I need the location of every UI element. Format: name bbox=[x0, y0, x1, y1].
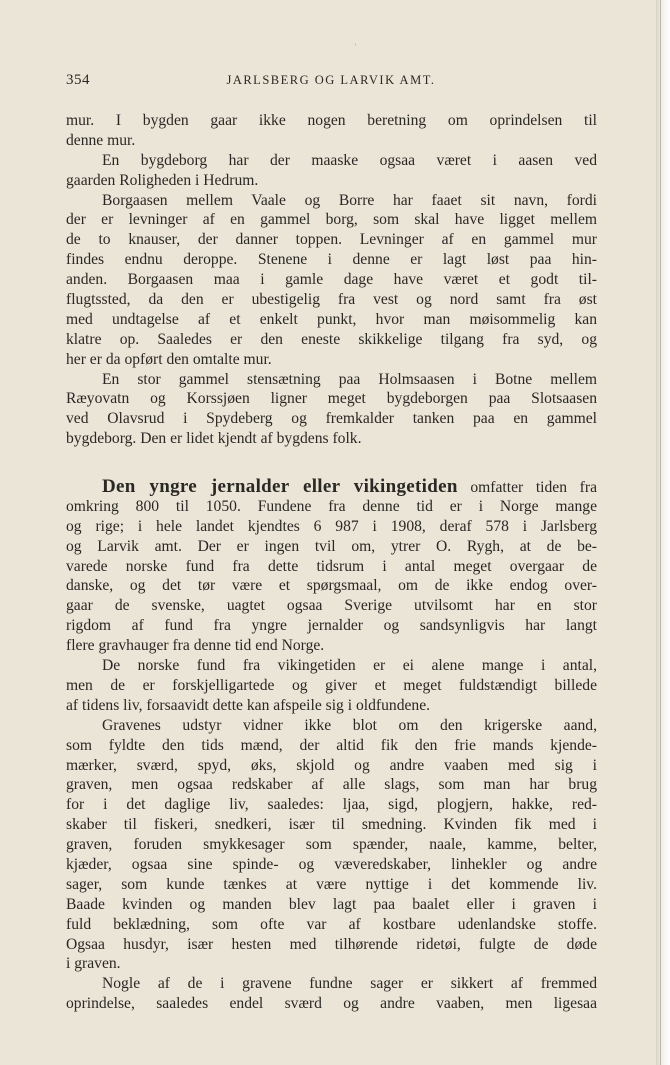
line-text: som fyldte den tids mænd, der altid fik den frie mands kjende- bbox=[66, 736, 597, 754]
line-text: Baade kvinden og manden blev lagt paa baalet eller i graven i bbox=[66, 895, 597, 913]
text-line bbox=[66, 576, 597, 596]
line-text: Nogle af de i gravene fundne sager er sikkert af fremmed bbox=[102, 975, 597, 993]
text-line bbox=[66, 775, 597, 795]
line-text: denne mur. bbox=[66, 131, 136, 149]
line-text: med undtagelse af et enkelt punkt, hvor man møisommelig kan bbox=[66, 310, 597, 328]
line-text: for i det daglige liv, saaledes: ljaa, sigd, plogjern, hakke, red- bbox=[66, 796, 597, 814]
line-text: kjæder, ogsaa sine spinde- og væveredskaber, linhekler og andre bbox=[66, 855, 597, 873]
margin-mark: ʼ bbox=[354, 42, 357, 52]
line-text: men de er forskjelligartede og giver et meget fuldstændigt billede bbox=[66, 676, 597, 694]
line-text: mærker, sværd, spyd, øks, skjold og andre vaaben med sig i bbox=[66, 756, 597, 774]
line-text: omfatter tiden fra bbox=[457, 479, 597, 497]
text-line bbox=[66, 370, 597, 390]
text-line bbox=[66, 270, 597, 290]
line-text: Ogsaa husdyr, især hesten med tilhørende ridetøi, fulgte de døde bbox=[66, 935, 597, 953]
section-heading-line bbox=[66, 477, 597, 497]
text-line bbox=[66, 131, 597, 151]
text-line bbox=[66, 449, 597, 469]
text-line bbox=[66, 815, 597, 835]
line-text: Ræyovatn og Korssjøen ligner meget bygdeborgen paa Slotsaasen bbox=[66, 390, 597, 408]
line-text: anden. Borgaasen maa i gamle dage have været et godt til- bbox=[66, 271, 597, 289]
text-line bbox=[66, 557, 597, 577]
text-line bbox=[66, 290, 597, 310]
text-line bbox=[66, 350, 597, 370]
text-line bbox=[66, 111, 597, 131]
text-line bbox=[66, 895, 597, 915]
page-number: 354 bbox=[66, 72, 90, 88]
text-line bbox=[66, 954, 597, 974]
line-text: her er da opført den omtalte mur. bbox=[66, 350, 272, 368]
text-line bbox=[66, 250, 597, 270]
text-line bbox=[66, 875, 597, 895]
line-text: fuld beklædning, som ofte var af kostbare udenlandske stoffe. bbox=[66, 915, 597, 933]
line-text: En bygdeborg har der maaske ogsaa været i aasen ved bbox=[102, 151, 597, 169]
section-heading: Den yngre jernalder eller vikingetiden bbox=[102, 476, 458, 498]
line-text: gaar de svenske, uagtet ogsaa Sverige utvilsomt har en stor bbox=[66, 597, 597, 615]
line-text: graven, foruden smykkesager som spænder, naale, kamme, belter, bbox=[66, 836, 597, 854]
text-line bbox=[66, 497, 597, 517]
line-text: de to knauser, der danner toppen. Levninger af en gammel mur bbox=[66, 231, 597, 249]
text-line bbox=[66, 835, 597, 855]
line-text: danske, og det tør være et spørgsmaal, om de ikke endog over- bbox=[66, 577, 597, 595]
line-text: De norske fund fra vikingetiden er ei alene mange i antal, bbox=[102, 657, 597, 675]
line-text: flere gravhauger fra denne tid end Norge. bbox=[66, 637, 325, 655]
line-text: sager, som kunde tænkes at være nyttige i det kommende liv. bbox=[66, 875, 597, 893]
text-line bbox=[66, 994, 597, 1014]
text-line bbox=[66, 517, 597, 537]
line-text: bygdeborg. Den er lidet kjendt af bygdens folk. bbox=[66, 430, 362, 448]
page-header bbox=[66, 72, 596, 92]
line-text: og rige; i hele landet kjendtes 6 987 i 1908, deraf 578 i Jarlsberg bbox=[66, 517, 597, 535]
text-line bbox=[66, 616, 597, 636]
line-text: i graven. bbox=[66, 955, 121, 973]
line-text: omkring 800 til 1050. Fundene fra denne tid er i Norge mange bbox=[66, 497, 597, 515]
text-line bbox=[66, 696, 597, 716]
line-text: skaber til fiskeri, snedkeri, især til smedning. Kvinden fik med i bbox=[66, 816, 597, 834]
body-text bbox=[66, 111, 597, 1014]
page-edge bbox=[656, 0, 670, 1065]
text-line bbox=[66, 736, 597, 756]
text-line bbox=[66, 389, 597, 409]
text-line bbox=[66, 656, 597, 676]
line-text: En stor gammel stensætning paa Holmsaasen i Botne mellem bbox=[102, 370, 597, 388]
line-text: ved Olavsrud i Spydeberg og fremkalder tanken paa en gammel bbox=[66, 410, 597, 428]
text-line bbox=[66, 636, 597, 656]
text-line bbox=[66, 716, 597, 736]
line-text: findes endnu deroppe. Stenene i denne er lagt løst paa hin- bbox=[66, 251, 597, 269]
text-line bbox=[66, 409, 597, 429]
text-line bbox=[66, 795, 597, 815]
text-line bbox=[66, 310, 597, 330]
line-text: varede norske fund fra dette tidsrum i antal meget overgaar de bbox=[66, 557, 597, 575]
line-text: flugtssted, da den er ubestigelig fra vest og nord samt fra øst bbox=[66, 291, 597, 309]
text-line bbox=[66, 596, 597, 616]
text-line bbox=[66, 855, 597, 875]
line-text: der er levninger af en gammel borg, som skal have ligget mellem bbox=[66, 211, 597, 229]
text-line bbox=[66, 210, 597, 230]
line-text: gaarden Roligheden i Hedrum. bbox=[66, 171, 259, 189]
text-line bbox=[66, 935, 597, 955]
line-text: af tidens liv, forsaavidt dette kan afspeile sig i oldfundene. bbox=[66, 696, 431, 714]
page-edge-line bbox=[660, 0, 661, 1065]
text-line bbox=[66, 151, 597, 171]
text-line bbox=[66, 429, 597, 449]
running-title: JARLSBERG OG LARVIK AMT. bbox=[226, 73, 436, 87]
line-text: rigdom af fund fra yngre jernalder og sandsynligvis har langt bbox=[66, 617, 597, 635]
line-text: oprindelse, saaledes endel sværd og andre vaaben, men ligesaa bbox=[66, 995, 597, 1013]
line-text: graven, men ogsaa redskaber af alle slags, som man har brug bbox=[66, 776, 597, 794]
text-line bbox=[66, 974, 597, 994]
line-text: klatre op. Saaledes er den eneste skikkelige tilgang fra syd, og bbox=[66, 330, 597, 348]
text-line bbox=[66, 171, 597, 191]
text-line bbox=[66, 191, 597, 211]
line-text: Borgaasen mellem Vaale og Borre har faaet sit navn, fordi bbox=[102, 191, 597, 209]
text-line bbox=[66, 330, 597, 350]
line-text: mur. I bygden gaar ikke nogen beretning om oprindelsen til bbox=[66, 112, 597, 129]
text-line bbox=[66, 676, 597, 696]
line-text: og Larvik amt. Der er ingen tvil om, ytrer O. Rygh, at de be- bbox=[66, 537, 597, 555]
text-line bbox=[66, 756, 597, 776]
text-line bbox=[66, 537, 597, 557]
text-line bbox=[66, 915, 597, 935]
text-line bbox=[66, 230, 597, 250]
line-text: Gravenes udstyr vidner ikke blot om den krigerske aand, bbox=[102, 716, 597, 734]
